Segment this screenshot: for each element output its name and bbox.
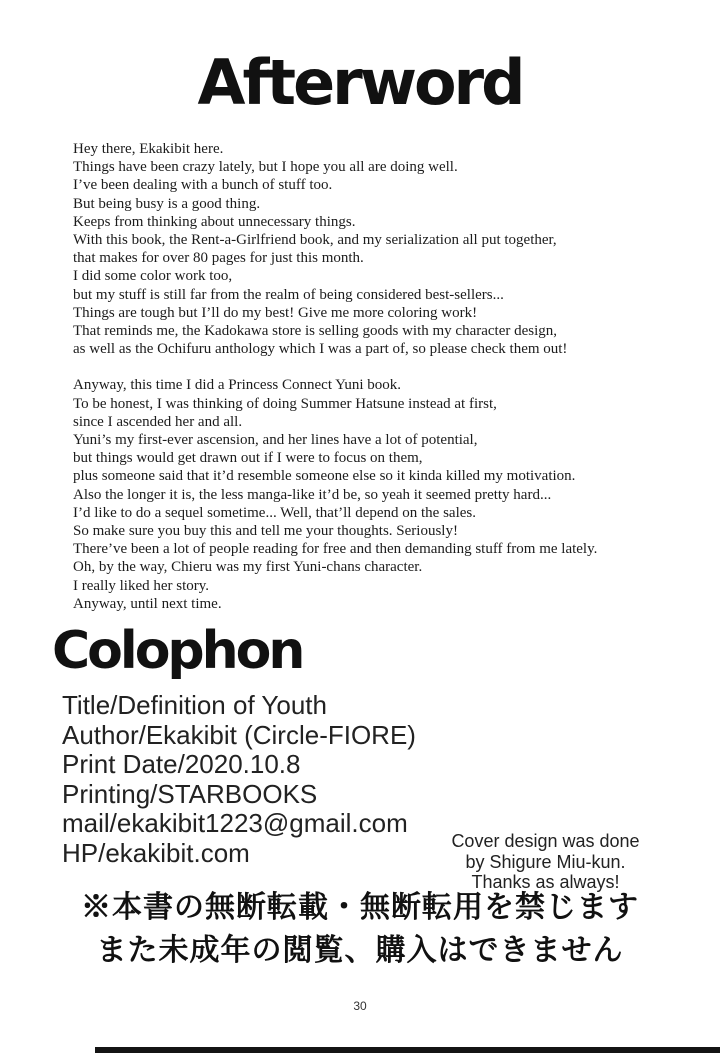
text-line: mail/ekakibit1223@gmail.com (62, 808, 408, 839)
text-line: Cover design was done (451, 831, 640, 851)
text-line: また未成年の閲覧、購入はできません (96, 933, 624, 969)
afterword-body (73, 140, 720, 613)
cover-design-note (438, 831, 653, 893)
text-line: There’ve been a lot of people reading for free and then demanding stuff from me lately. (73, 541, 598, 558)
text-line: Author/Ekakibit (Circle-FIORE) (62, 719, 416, 750)
afterword-paragraph-1 (73, 140, 720, 358)
text-line: Title/Definition of Youth (62, 690, 327, 721)
text-line: but things would get drawn out if I were to focus on them, (73, 450, 423, 467)
text-line: Things are tough but I’ll do my best! Give me more coloring work! (73, 304, 478, 321)
text-line: That reminds me, the Kadokawa store is selling goods with my character design, (73, 323, 558, 340)
text-line: I really liked her story. (73, 577, 210, 594)
text-line: plus someone said that it’d resemble someone else so it kinda killed my motivation. (73, 468, 576, 485)
text-line: Keeps from thinking about unnecessary things. (73, 213, 356, 230)
colophon-heading: Colophon (52, 621, 303, 682)
text-line: I’d like to do a sequel sometime... Well, that’ll depend on the sales. (73, 504, 477, 521)
text-line: Hey there, Ekakibit here. (73, 141, 224, 157)
text-line: Anyway, until next time. (73, 595, 222, 612)
afterword-heading: Afterword (197, 46, 523, 119)
text-line: ※本書の無断転載・無断転用を禁じます (81, 890, 639, 926)
text-line: With this book, the Rent-a-Girlfriend book, and my serialization all put together, (73, 232, 557, 249)
text-line: Printing/STARBOOKS (62, 778, 318, 809)
afterword-paragraph-2 (73, 376, 720, 613)
text-line: since I ascended her and all. (73, 413, 243, 430)
text-line: I’ve been dealing with a bunch of stuff too. (73, 177, 333, 194)
text-line: that makes for over 80 pages for just this month. (73, 250, 364, 267)
page-number: 30 (353, 999, 367, 1013)
text-line: Print Date/2020.10.8 (62, 749, 301, 780)
text-line: I did some color work too, (73, 268, 233, 285)
text-line: Thanks as always! (471, 872, 620, 892)
text-line: Oh, by the way, Chieru was my first Yuni-chans character. (73, 559, 423, 576)
text-line: HP/ekakibit.com (62, 837, 250, 868)
text-line: Yuni’s my first-ever ascension, and her lines have a lot of potential, (73, 432, 478, 449)
text-line: as well as the Ochifuru anthology which I was a part of, so please check them out! (73, 341, 568, 358)
text-line: But being busy is a good thing. (73, 195, 261, 212)
text-line: by Shigure Miu-kun. (465, 851, 626, 872)
text-line: but my stuff is still far from the realm of being considered best-sellers... (73, 286, 504, 303)
text-line: Anyway, this time I did a Princess Connect Yuni book. (73, 377, 402, 394)
reproduction-age-notice (0, 886, 720, 972)
text-line: Also the longer it is, the less manga-like it’d be, so yeah it seemed pretty hard... (73, 486, 552, 503)
bottom-edge-bar (95, 1047, 720, 1053)
text-line: Things have been crazy lately, but I hope you all are doing well. (73, 159, 458, 176)
text-line: So make sure you buy this and tell me your thoughts. Seriously! (73, 523, 458, 540)
text-line: To be honest, I was thinking of doing Summer Hatsune instead at first, (73, 395, 497, 412)
